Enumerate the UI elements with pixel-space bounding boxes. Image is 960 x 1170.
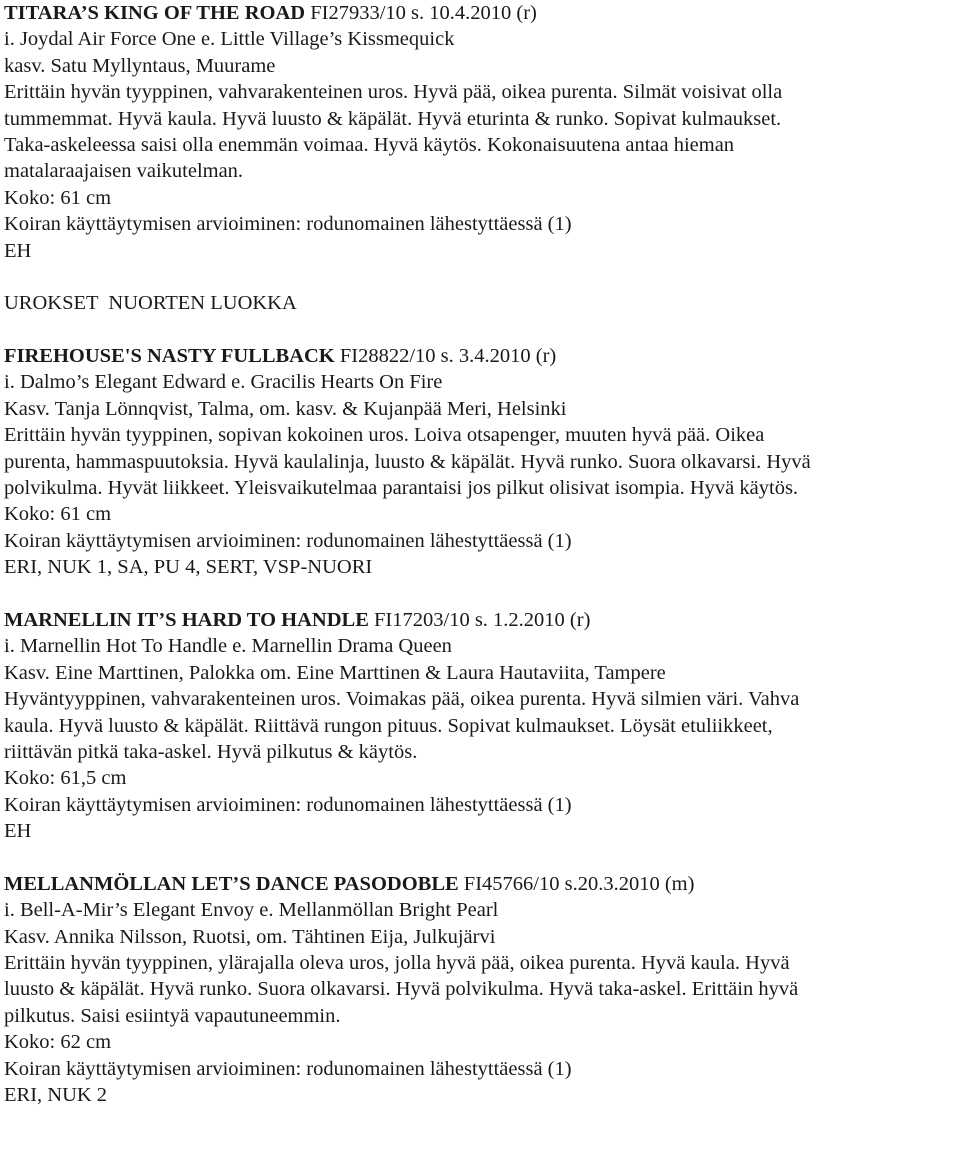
size-line: Koko: 62 cm — [4, 1031, 112, 1054]
critique-line: Taka-askeleessa saisi olla enemmän voimaa. Hyvä käytös. Kokonaisuutena antaa hieman — [4, 133, 735, 156]
result-line: ERI, NUK 1, SA, PU 4, SERT, VSP-NUORI — [4, 556, 373, 579]
pedigree-line: i. Marnellin Hot To Handle e. Marnellin Drama Queen — [4, 635, 452, 658]
dog-entry — [4, 343, 954, 581]
behaviour-line: Koiran käyttäytymisen arvioiminen: rodunomainen lähestyttäessä (1) — [4, 793, 572, 816]
dog-entry — [4, 607, 954, 845]
pedigree-line: i. Joydal Air Force One e. Little Village’s Kissmequick — [4, 28, 455, 51]
critique-line: Erittäin hyvän tyyppinen, ylärajalla oleva uros, jolla hyvä pää, oikea purenta. Hyvä kaula. Hyvä — [4, 952, 790, 975]
critique-line: kaula. Hyvä luusto & käpälät. Riittävä rungon pituus. Sopivat kulmaukset. Löysät etuliikkeet, — [4, 714, 773, 737]
pedigree-line: i. Dalmo’s Elegant Edward e. Gracilis Hearts On Fire — [4, 371, 443, 394]
result-line: EH — [4, 239, 32, 262]
breeder-line: kasv. Satu Myllyntaus, Muurame — [4, 54, 276, 77]
entry-header — [4, 343, 954, 369]
behaviour-line: Koiran käyttäytymisen arvioiminen: rodunomainen lähestyttäessä (1) — [4, 529, 572, 552]
dog-entry — [4, 0, 954, 264]
result-line: EH — [4, 820, 32, 843]
critique-line: riittävän pitkä taka-askel. Hyvä pilkutus & käytös. — [4, 740, 418, 763]
entry-header — [4, 607, 954, 633]
critique-line: polvikulma. Hyvät liikkeet. Yleisvaikutelmaa parantaisi jos pilkut olisivat isompia. Hyvä käytös. — [4, 477, 799, 500]
dog-name: FIREHOUSE'S NASTY FULLBACK — [4, 345, 335, 368]
registration-info: FI28822/10 s. 3.4.2010 (r) — [334, 345, 557, 368]
critique-line: pilkutus. Saisi esiintyä vapautuneemmin. — [4, 1004, 341, 1027]
behaviour-line: Koiran käyttäytymisen arvioiminen: rodunomainen lähestyttäessä (1) — [4, 1057, 572, 1080]
section-heading-text: UROKSET NUORTEN LUOKKA — [4, 292, 297, 315]
entry-header — [4, 0, 954, 26]
behaviour-line: Koiran käyttäytymisen arvioiminen: rodunomainen lähestyttäessä (1) — [4, 213, 572, 236]
size-line: Koko: 61 cm — [4, 186, 112, 209]
critique-line: matalaraajaisen vaikutelman. — [4, 160, 244, 183]
entry-header — [4, 871, 954, 897]
critique-line: Erittäin hyvän tyyppinen, vahvarakenteinen uros. Hyvä pää, oikea purenta. Silmät voisivat olla — [4, 81, 783, 104]
dog-name: MELLANMÖLLAN LET’S DANCE PASODOBLE — [4, 872, 459, 895]
size-line: Koko: 61 cm — [4, 503, 112, 526]
critique-line: purenta, hammaspuutoksia. Hyvä kaulalinja, luusto & käpälät. Hyvä runko. Suora olkavarsi. Hyvä — [4, 450, 811, 473]
registration-info: FI45766/10 s.20.3.2010 (m) — [458, 872, 695, 895]
breeder-line: Kasv. Eine Marttinen, Palokka om. Eine Marttinen & Laura Hautaviita, Tampere — [4, 661, 666, 684]
breeder-line: Kasv. Tanja Lönnqvist, Talma, om. kasv. & Kujanpää Meri, Helsinki — [4, 397, 567, 420]
pedigree-line: i. Bell-A-Mir’s Elegant Envoy e. Mellanmöllan Bright Pearl — [4, 899, 499, 922]
document-page — [4, 0, 954, 1108]
registration-info: FI17203/10 s. 1.2.2010 (r) — [368, 608, 591, 631]
size-line: Koko: 61,5 cm — [4, 767, 127, 790]
critique-line: tummemmat. Hyvä kaula. Hyvä luusto & käpälät. Hyvä eturinta & runko. Sopivat kulmaukset. — [4, 107, 782, 130]
dog-entry — [4, 871, 954, 1109]
registration-info: FI27933/10 s. 10.4.2010 (r) — [305, 2, 537, 24]
dog-name: TITARA’S KING OF THE ROAD — [4, 2, 306, 24]
section-heading — [4, 290, 954, 316]
dog-name: MARNELLIN IT’S HARD TO HANDLE — [4, 608, 369, 631]
critique-line: luusto & käpälät. Hyvä runko. Suora olkavarsi. Hyvä polvikulma. Hyvä taka-askel. Erittäin hyvä — [4, 978, 799, 1001]
result-line: ERI, NUK 2 — [4, 1084, 108, 1107]
critique-line: Erittäin hyvän tyyppinen, sopivan kokoinen uros. Loiva otsapenger, muuten hyvä pää. Oikea — [4, 424, 765, 447]
breeder-line: Kasv. Annika Nilsson, Ruotsi, om. Tähtinen Eija, Julkujärvi — [4, 925, 496, 948]
critique-line: Hyväntyyppinen, vahvarakenteinen uros. Voimakas pää, oikea purenta. Hyvä silmien väri. Vahva — [4, 688, 800, 711]
